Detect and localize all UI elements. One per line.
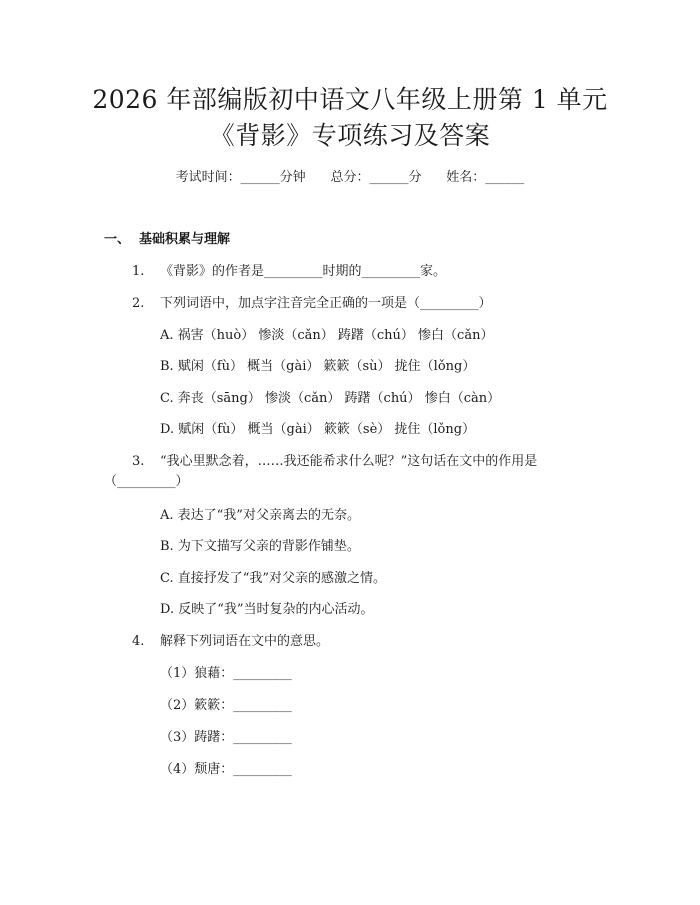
question-text: 《背影》的作者是_________时期的_________家。 bbox=[160, 264, 447, 279]
exam-time: 考试时间：______分钟 bbox=[175, 170, 306, 185]
title-line-2: 《背影》专项练习及答案 bbox=[209, 121, 491, 150]
question-3-continuation: （_________） bbox=[104, 474, 189, 489]
question-text: 解释下列词语在文中的意思。 bbox=[160, 634, 330, 649]
option-b: B. 赋闲（fù） 概当（gài） 簌簌（sù） 拢住（lǒng） bbox=[160, 359, 476, 374]
exam-score: 总分：______分 bbox=[330, 170, 422, 185]
question-number: 2. bbox=[132, 296, 145, 311]
option-c: C. 奔丧（sāng） 惨淡（cǎn） 踌躇（chú） 惨白（càn） bbox=[160, 391, 501, 406]
question-number: 1. bbox=[132, 264, 145, 279]
title-line-1: 2026 年部编版初中语文八年级上册第 1 单元 bbox=[92, 85, 608, 114]
question-1 bbox=[132, 262, 446, 282]
option-d: D. 反映了“我”当时复杂的内心活动。 bbox=[160, 602, 374, 617]
exam-info bbox=[0, 168, 700, 188]
vocab-item-1: （1）狼藉：_________ bbox=[160, 666, 292, 681]
vocab-item-2: （2）簌簌：_________ bbox=[160, 698, 292, 713]
vocab-item-3: （3）踌躇：_________ bbox=[160, 730, 292, 745]
section-heading: 一、 基础积累与理解 bbox=[104, 232, 231, 247]
question-2 bbox=[132, 294, 492, 314]
student-name: 姓名：______ bbox=[446, 170, 525, 185]
option-b: B. 为下文描写父亲的背影作铺垫。 bbox=[160, 539, 360, 554]
option-c: C. 直接抒发了“我”对父亲的感激之情。 bbox=[160, 571, 387, 586]
question-3 bbox=[132, 452, 537, 472]
question-text: “我心里默念着，……我还能希求什么呢？”这句话在文中的作用是 bbox=[160, 454, 538, 469]
question-4 bbox=[132, 632, 329, 652]
option-a: A. 祸害（huò） 惨淡（cǎn） 踌躇（chú） 惨白（cǎn） bbox=[160, 328, 494, 343]
vocab-item-4: （4）颓唐：_________ bbox=[160, 762, 292, 777]
question-number: 4. bbox=[132, 634, 145, 649]
question-text: 下列词语中，加点字注音完全正确的一项是（_________） bbox=[160, 296, 492, 311]
option-d: D. 赋闲（fù） 概当（gài） 簌簌（sè） 拢住（lǒng） bbox=[160, 422, 476, 437]
option-a: A. 表达了“我”对父亲离去的无奈。 bbox=[160, 508, 360, 523]
question-number: 3. bbox=[132, 454, 145, 469]
